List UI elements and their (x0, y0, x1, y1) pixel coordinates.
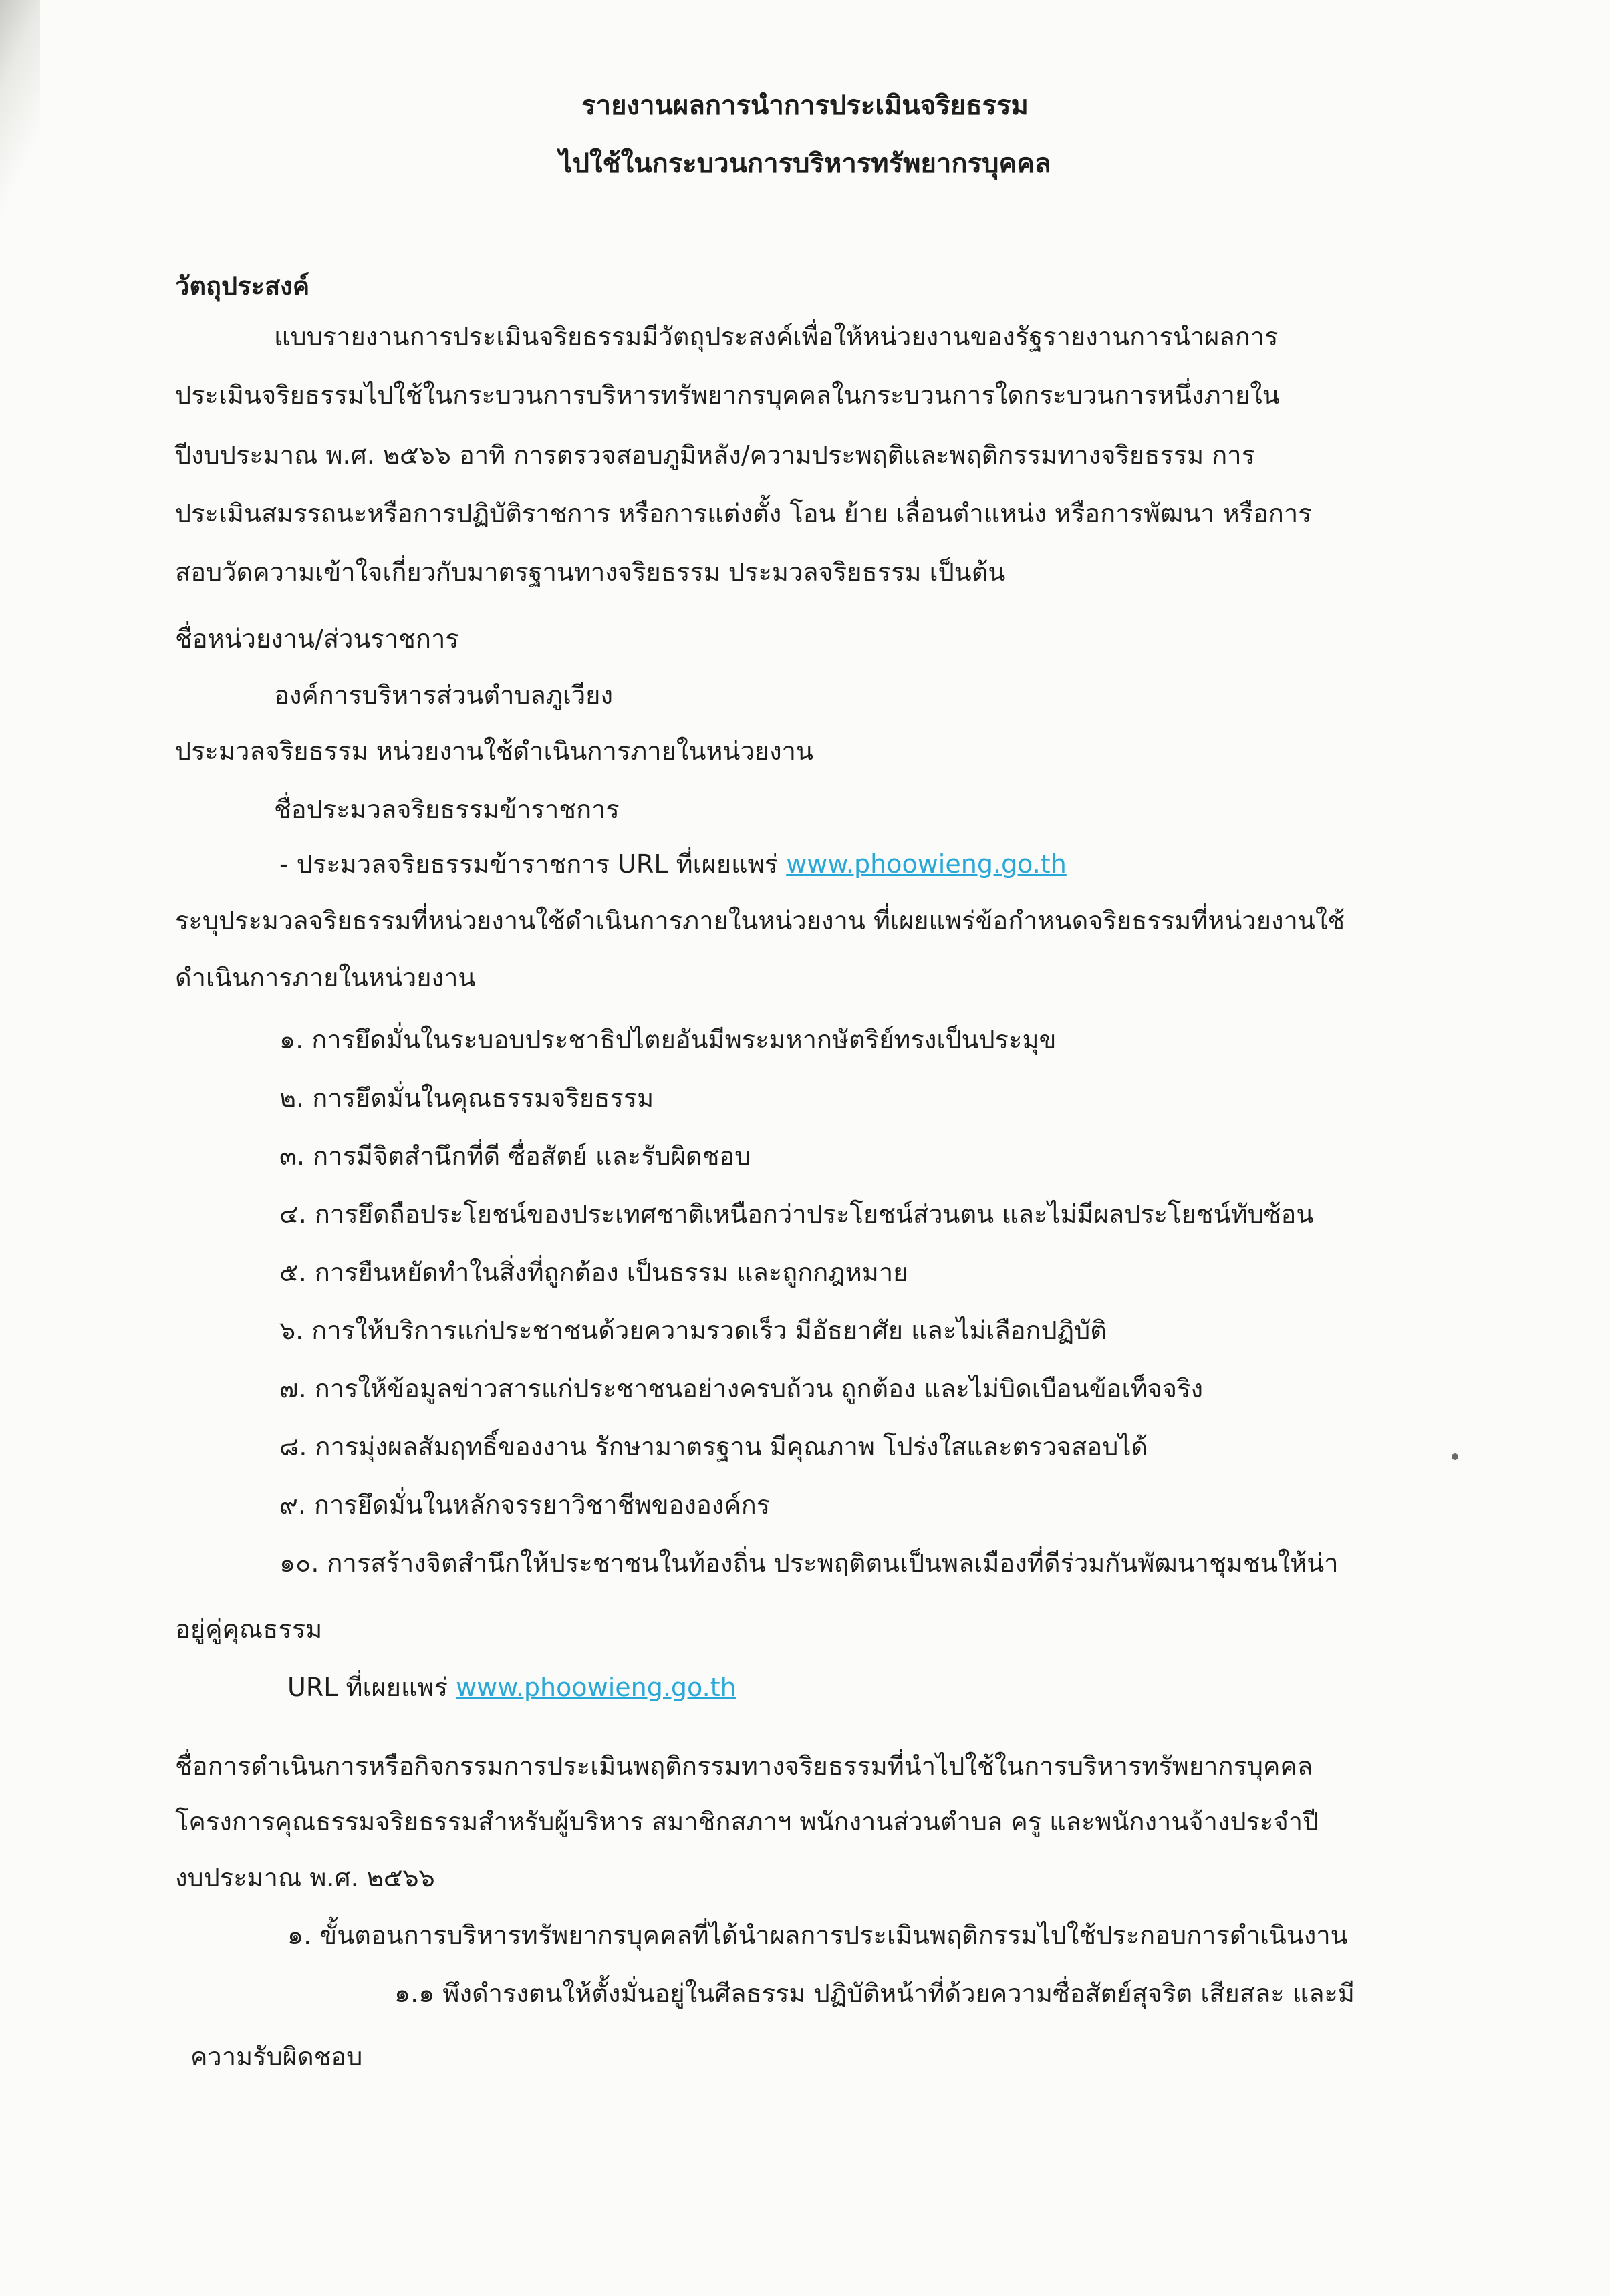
objective-paragraph-line-4: ประเมินสมรรถนะหรือการปฏิบัติราชการ หรือการแต่งตั้ง โอน ย้าย เลื่อนตำแหน่ง หรือการพัฒนา หรือการ (175, 498, 1312, 528)
list-item: ๑. การยึดมั่นในระบอบประชาธิปไตยอันมีพระมหากษัตริย์ทรงเป็นประมุข (279, 1025, 1057, 1054)
list-item: ๖. การให้บริการแก่ประชาชนด้วยความรวดเร็ว มีอัธยาศัย และไม่เลือกปฏิบัติ (279, 1316, 1107, 1345)
title-line-2: ไปใช้ในกระบวนการบริหารทรัพยากรบุคคล (559, 148, 1051, 179)
list-item: ๗. การให้ข้อมูลข่าวสารแก่ประชาชนอย่างครบถ้วน ถูกต้อง และไม่บิดเบือนข้อเท็จจริง (279, 1374, 1204, 1403)
list-item: ๑๐. การสร้างจิตสำนึกให้ประชาชนในท้องถิ่น ประพฤติตนเป็นพลเมืองที่ดีร่วมกันพัฒนาชุมชนให้น่า (279, 1548, 1339, 1578)
step-1-1-continuation: ความรับผิดชอบ (190, 2042, 363, 2071)
step-1-heading: ๑. ขั้นตอนการบริหารทรัพยากรบุคคลที่ได้นำผลการประเมินพฤติกรรมไปใช้ประกอบการดำเนินงาน (287, 1920, 1348, 1950)
code-url-prefix: - ประมวลจริยธรรมข้าราชการ URL ที่เผยแพร่ (279, 849, 779, 879)
list-item: ๘. การมุ่งผลสัมฤทธิ์ของงาน รักษามาตรฐาน มีคุณภาพ โปร่งใสและตรวจสอบได้ (279, 1432, 1148, 1461)
code-url-link[interactable]: www.phoowieng.go.th (786, 849, 1067, 879)
agency-name: องค์การบริหารส่วนตำบลภูเวียง (274, 680, 614, 710)
code-label: ประมวลจริยธรรม หน่วยงานใช้ดำเนินการภายในหน่วยงาน (175, 736, 813, 766)
activity-line-1: ชื่อการดำเนินการหรือกิจกรรมการประเมินพฤติกรรมทางจริยธรรมที่นำไปใช้ในการบริหารทรัพยากรบุคคล (175, 1751, 1313, 1781)
objective-paragraph-line-1: แบบรายงานการประเมินจริยธรรมมีวัตถุประสงค์เพื่อให้หน่วยงานของรัฐรายงานการนำผลการ (274, 322, 1279, 351)
list-item: ๕. การยืนหยัดทำในสิ่งที่ถูกต้อง เป็นธรรม และถูกกฎหมาย (279, 1258, 908, 1287)
objective-paragraph-line-2: ประเมินจริยธรรมไปใช้ในกระบวนการบริหารทรัพยากรบุคคลในกระบวนการใดกระบวนการหนึ่งภายใน (175, 380, 1280, 410)
list-item: ๙. การยึดมั่นในหลักจรรยาวิชาชีพขององค์กร (279, 1490, 771, 1520)
list-item: ๔. การยึดถือประโยชน์ของประเทศชาติเหนือกว่าประโยชน์ส่วนตน และไม่มีผลประโยชน์ทับซ้อน (279, 1199, 1314, 1229)
agency-label: ชื่อหน่วยงาน/ส่วนราชการ (175, 624, 459, 654)
activity-line-3: งบประมาณ พ.ศ. ๒๕๖๖ (175, 1863, 435, 1892)
list-item: ๓. การมีจิตสำนึกที่ดี ซื่อสัตย์ และรับผิดชอบ (279, 1141, 751, 1171)
url-line-2 (287, 1669, 736, 1706)
code-specify-line-2: ดำเนินการภายในหน่วยงาน (175, 963, 476, 992)
step-1-1-line: ๑.๑ พึงดำรงตนให้ตั้งมั่นอยู่ในศีลธรรม ปฏิบัติหน้าที่ด้วยความซื่อสัตย์สุจริต เสียสละ และมี (394, 1979, 1355, 2008)
title-line-1: รายงานผลการนำการประเมินจริยธรรม (581, 90, 1029, 121)
code-url-line (279, 845, 1067, 883)
scan-speck (1452, 1453, 1458, 1460)
objective-paragraph-line-3: ปีงบประมาณ พ.ศ. ๒๕๖๖ อาทิ การตรวจสอบภูมิหลัง/ความประพฤติและพฤติกรรมทางจริยธรรม การ (175, 440, 1256, 470)
code-specify-line-1: ระบุประมวลจริยธรรมที่หน่วยงานใช้ดำเนินการภายในหน่วยงาน ที่เผยแพร่ข้อกำหนดจริยธรรมที่หน่วยงานใช้ (175, 906, 1345, 936)
activity-line-2: โครงการคุณธรรมจริยธรรมสำหรับผู้บริหาร สมาชิกสภาฯ พนักงานส่วนตำบล ครู และพนักงานจ้างประจำปี (175, 1807, 1319, 1836)
code-name-label: ชื่อประมวลจริยธรรมข้าราชการ (274, 795, 620, 824)
scan-edge-shadow (0, 0, 40, 281)
list-item: ๒. การยึดมั่นในคุณธรรมจริยธรรม (279, 1083, 654, 1113)
objective-heading: วัตถุประสงค์ (175, 271, 310, 301)
url-link-2[interactable]: www.phoowieng.go.th (456, 1673, 736, 1702)
objective-paragraph-line-5: สอบวัดความเข้าใจเกี่ยวกับมาตรฐานทางจริยธรรม ประมวลจริยธรรม เป็นต้น (175, 557, 1006, 587)
url-prefix-2: URL ที่เผยแพร่ (287, 1673, 448, 1702)
list-item-10-continuation: อยู่คู่คุณธรรม (175, 1614, 323, 1644)
